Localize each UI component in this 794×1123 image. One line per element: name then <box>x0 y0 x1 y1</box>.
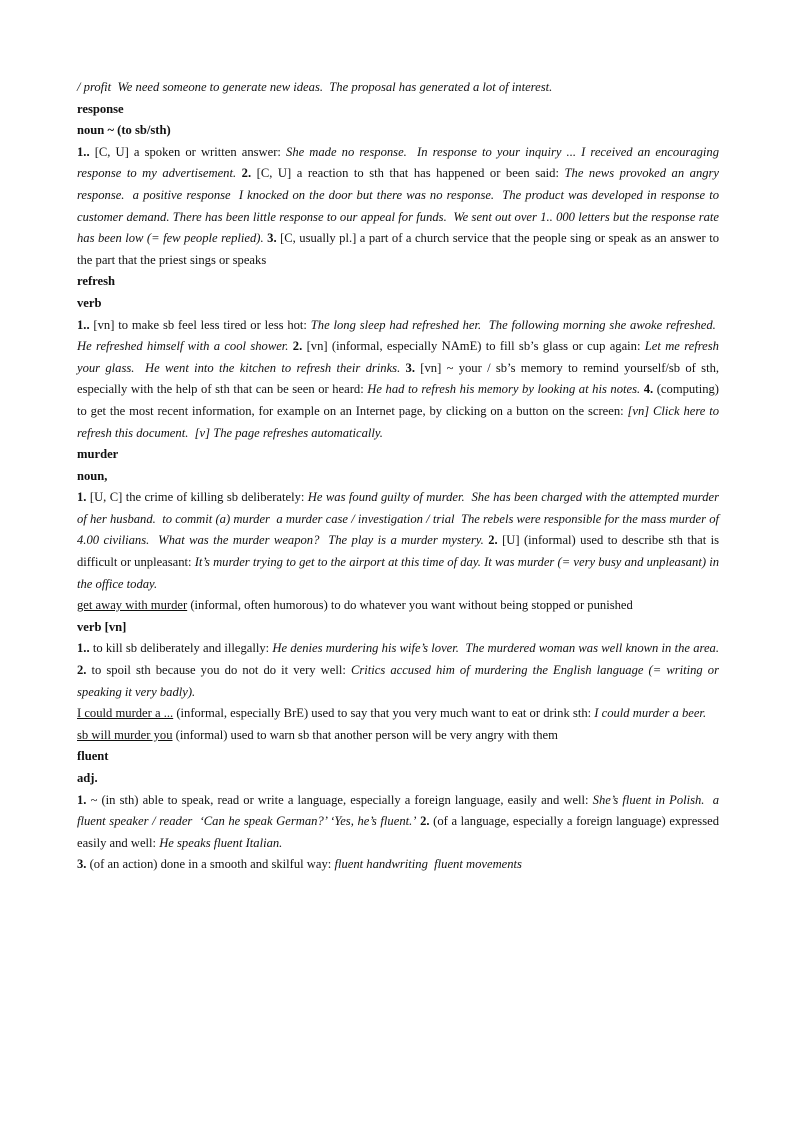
example: She made no response. <box>286 144 407 159</box>
example: He refreshed himself with a cool shower. <box>77 339 289 354</box>
example: He speaks fluent Italian. <box>159 835 283 850</box>
example: We sent out over 1.. 000 letters but the response rate has been low (= few people replied). <box>77 209 719 246</box>
example: The news provoked an angry response. <box>77 166 720 202</box>
example: We need someone to generate new ideas. <box>117 80 323 94</box>
part-of-speech: noun ~ (to sb/sth) <box>77 123 171 138</box>
definition: (informal) used to warn sb that another person will be very angry with them <box>175 727 558 742</box>
example: fluent handwriting <box>334 857 428 872</box>
example: I could murder a beer. <box>594 706 707 721</box>
example: It was murder (= very busy and unpleasant) in the office today. <box>77 555 719 591</box>
idiom-block <box>77 703 719 725</box>
example: I knocked on the door but there was no response. <box>238 187 495 202</box>
definition: [C, U] a spoken or written answer: <box>94 144 281 159</box>
example: Critics accused him of murdering the English language (= writing or speaking it very badly). <box>77 663 719 699</box>
example: He was found guilty of murder. <box>307 490 465 505</box>
sense-number: 2. <box>420 814 430 829</box>
idiom-phrase: I could murder a ... <box>77 706 174 721</box>
definition: [vn] (informal, especially NAmE) to fill sb’s glass or cup again: <box>306 339 641 354</box>
sense-number: 3. <box>77 857 87 872</box>
example: In response to your inquiry ... <box>417 144 576 159</box>
example: a positive response <box>132 187 231 202</box>
sense-number: 2. <box>77 663 87 678</box>
sense-number: 2. <box>488 533 498 548</box>
headword-refresh: refresh <box>77 274 116 289</box>
sense-number: 1. <box>77 490 87 505</box>
part-of-speech: adj. <box>77 771 98 785</box>
definition: to kill sb deliberately and illegally: <box>92 641 270 656</box>
sense-number: 1. <box>77 792 87 807</box>
definition: (of a language, especially a foreign language) expressed easily and well: <box>77 814 719 850</box>
sense-block <box>77 854 719 876</box>
definition: [vn] to make sb feel less tired or less hot: <box>93 317 307 332</box>
sense-block <box>77 638 719 703</box>
example: He had to refresh his memory by looking at his notes. <box>367 382 641 397</box>
idiom-block <box>77 725 719 747</box>
example: The murdered woman was well known in the area. <box>465 641 719 656</box>
example: / profit <box>77 80 112 94</box>
example: The following morning she awoke refreshed. <box>488 317 716 332</box>
example: It’s murder trying to get to the airport at this time of day. <box>194 555 481 570</box>
part-of-speech: verb <box>77 295 102 310</box>
definition: to spoil sth because you do not do it very well: <box>91 663 346 678</box>
definition: [C, U] a reaction to sth that has happened or been said: <box>256 166 559 181</box>
sense-number: 3. <box>405 360 415 375</box>
example: The long sleep had refreshed her. <box>310 317 482 332</box>
definition: [vn] ~ your / sb’s memory to remind yourself/sb of sth, especially with the help of sth that can be seen or heard: <box>77 360 720 397</box>
headword-fluent: fluent <box>77 749 109 764</box>
example: a fluent speaker / reader <box>77 792 719 829</box>
sense-number: 2. <box>241 166 252 181</box>
example: What was the murder weapon? <box>158 533 320 548</box>
definition: [C, usually pl.] a part of a church service that the people sing or speak as an answer to the part that the priest sings or speaks <box>77 231 719 267</box>
dictionary-page <box>77 77 719 876</box>
idiom-block <box>77 595 719 617</box>
headword-murder: murder <box>77 447 119 462</box>
sense-number: 1.. <box>77 317 90 332</box>
part-of-speech: noun, <box>77 468 108 483</box>
definition: [U, C] the crime of killing sb deliberately: <box>89 490 305 505</box>
idiom-phrase: sb will murder you <box>77 727 173 742</box>
example: The rebels were responsible for the mass murder of 4.00 civilians. <box>77 511 720 548</box>
definition: (informal, especially BrE) used to say that you very much want to eat or drink sth: <box>176 706 592 721</box>
definition: (computing) to get the most recent information, for example on an Internet page, by clicking on a button on the screen: <box>77 382 719 418</box>
sense-number: 4. <box>643 382 654 397</box>
headword-response: response <box>77 101 124 116</box>
example: Let me refresh your glass. <box>77 339 719 375</box>
entry-continuation <box>77 77 719 99</box>
sense-number: 2. <box>292 339 303 354</box>
example: a murder case / investigation / trial <box>276 511 455 526</box>
example: [v] The page refreshes automatically. <box>194 425 383 440</box>
example: She has been charged with the attempted murder of her husband. <box>77 490 719 526</box>
example: There has been little response to our appeal for funds. <box>172 209 447 224</box>
sense-number: 1.. <box>77 144 90 159</box>
idiom-phrase: get away with murder <box>77 598 188 613</box>
sense-number: 3. <box>267 231 277 246</box>
example: fluent movements <box>434 857 522 872</box>
sense-block <box>77 142 719 272</box>
definition: [U] (informal) used to describe sth that is difficult or unpleasant: <box>77 533 720 570</box>
example: to commit (a) murder <box>162 511 270 526</box>
example: He denies murdering his wife’s lover. <box>272 641 459 656</box>
part-of-speech: verb [vn] <box>77 619 127 634</box>
example: She’s fluent in Polish. <box>592 792 705 807</box>
definition: (informal, often humorous) to do whatever you want without being stopped or punished <box>190 598 633 613</box>
sense-block <box>77 315 719 445</box>
example: [vn] Click here to refresh this document. <box>77 403 720 440</box>
example: The product was developed in response to customer demand. <box>77 187 720 224</box>
example: I received an encouraging response to my advertisement. <box>77 144 720 181</box>
sense-number: 1.. <box>77 641 90 656</box>
sense-block <box>77 487 719 595</box>
definition: (of an action) done in a smooth and skilful way: <box>89 857 332 872</box>
example: The play is a murder mystery. <box>328 533 484 548</box>
example: He went into the kitchen to refresh their drinks. <box>145 360 401 375</box>
sense-block <box>77 790 719 855</box>
definition: ~ (in sth) able to speak, read or write a language, especially a foreign language, easily and well: <box>90 792 589 807</box>
example: The proposal has generated a lot of interest. <box>329 80 553 94</box>
example: ‘Can he speak German?’ ‘Yes, he’s fluent.’ <box>199 814 417 829</box>
